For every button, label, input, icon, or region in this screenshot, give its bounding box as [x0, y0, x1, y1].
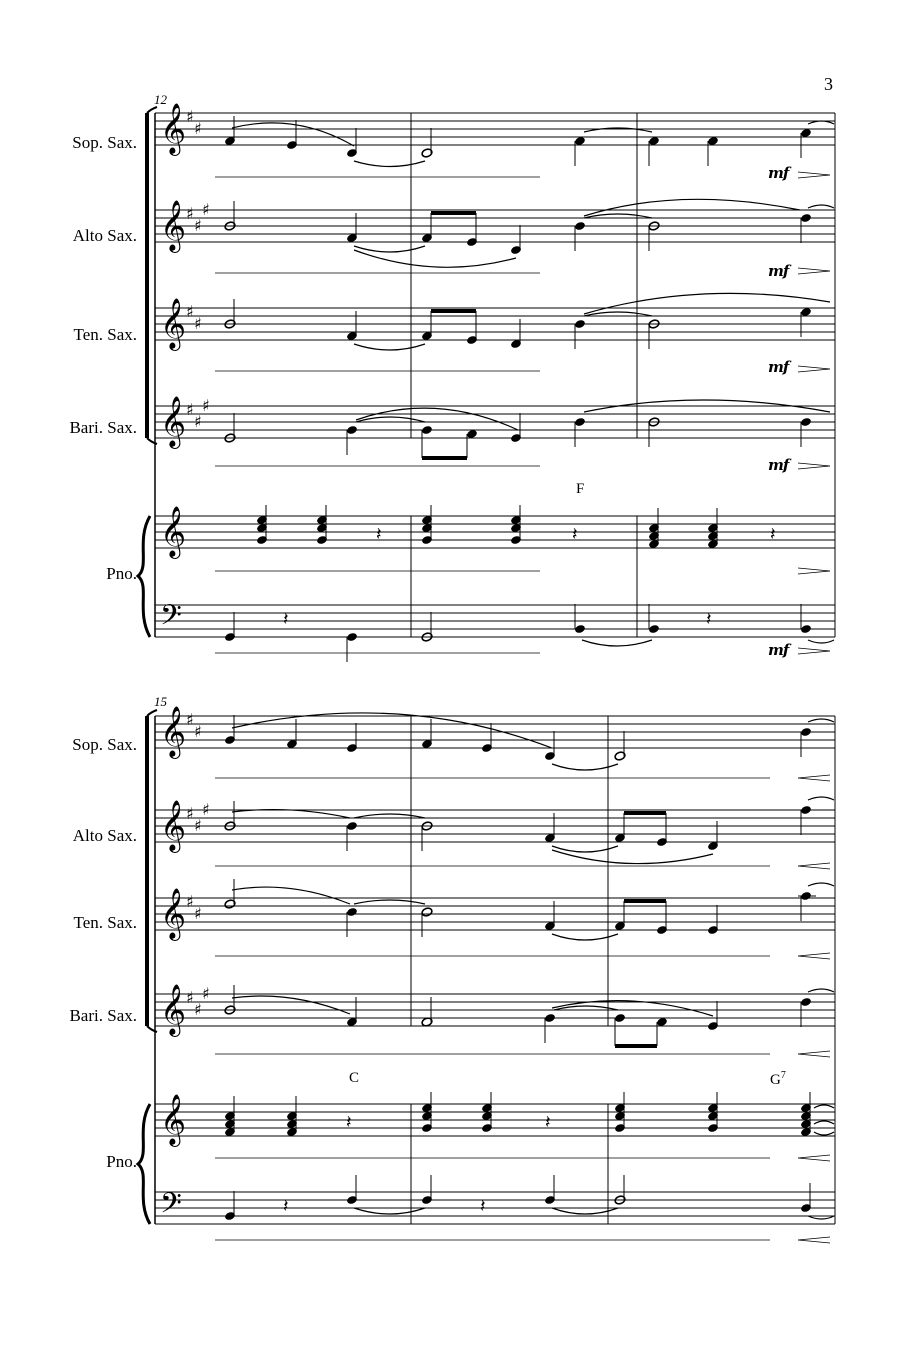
svg-text:♯: ♯ [202, 200, 210, 219]
svg-text:♯: ♯ [194, 816, 202, 835]
chord-symbol: F [576, 481, 585, 497]
measure-number: 12 [154, 92, 167, 107]
svg-text:♯: ♯ [194, 904, 202, 923]
svg-text:𝄞: 𝄞 [160, 888, 187, 939]
svg-text:𝄽: 𝄽 [283, 1196, 289, 1217]
chord-extension: 7 [780, 1070, 786, 1081]
instrument-name-baritone-sax: Bari. Sax. [69, 418, 137, 437]
dynamic-marking: mf [768, 456, 789, 474]
instrument-name-piano: Pno. [106, 564, 137, 583]
svg-text:♯: ♯ [202, 396, 210, 415]
svg-text:♯: ♯ [194, 722, 202, 741]
instrument-name-soprano-sax: Sop. Sax. [72, 133, 137, 152]
svg-text:♯: ♯ [186, 804, 194, 823]
svg-text:𝄢: 𝄢 [160, 1187, 182, 1227]
svg-text:♯: ♯ [186, 302, 194, 321]
svg-text:𝄞: 𝄞 [160, 396, 187, 447]
svg-text:𝄽: 𝄽 [770, 524, 776, 545]
page-number: 3 [824, 74, 833, 94]
svg-text:𝄞: 𝄞 [160, 103, 187, 154]
instrument-name-tenor-sax: Ten. Sax. [73, 325, 137, 344]
system-2 [138, 706, 835, 1243]
svg-text:♯: ♯ [194, 1000, 202, 1019]
svg-text:♯: ♯ [186, 107, 194, 126]
svg-text:♯: ♯ [202, 800, 210, 819]
svg-text:𝄞: 𝄞 [160, 800, 187, 851]
chord-root: G [770, 1072, 781, 1088]
svg-text:𝄞: 𝄞 [160, 706, 187, 757]
instrument-name-piano: Pno. [106, 1152, 137, 1171]
svg-text:♯: ♯ [186, 892, 194, 911]
svg-text:♯: ♯ [194, 314, 202, 333]
chord-symbol: C [349, 1070, 360, 1086]
instrument-name-baritone-sax: Bari. Sax. [69, 1006, 137, 1025]
svg-text:𝄽: 𝄽 [376, 524, 382, 545]
svg-text:♯: ♯ [194, 119, 202, 138]
dynamic-marking: mf [768, 164, 789, 182]
svg-text:𝄞: 𝄞 [160, 984, 187, 1035]
dynamic-marking: mf [768, 358, 789, 376]
svg-text:♯: ♯ [194, 412, 202, 431]
svg-text:♯: ♯ [186, 988, 194, 1007]
svg-text:𝄞: 𝄞 [160, 506, 187, 557]
svg-text:𝄽: 𝄽 [480, 1196, 486, 1217]
svg-text:♯: ♯ [186, 204, 194, 223]
svg-text:𝄞: 𝄞 [160, 298, 187, 349]
svg-text:♯: ♯ [186, 400, 194, 419]
svg-text:♯: ♯ [186, 710, 194, 729]
measure-number: 15 [154, 694, 167, 709]
instrument-name-alto-sax: Alto Sax. [72, 826, 137, 845]
instrument-name-tenor-sax: Ten. Sax. [73, 913, 137, 932]
svg-text:𝄽: 𝄽 [346, 1112, 352, 1133]
dynamic-marking: mf [768, 641, 789, 659]
svg-text:𝄽: 𝄽 [572, 524, 578, 545]
dynamic-marking: mf [768, 262, 789, 280]
svg-text:𝄽: 𝄽 [545, 1112, 551, 1133]
svg-text:♯: ♯ [202, 984, 210, 1003]
svg-text:𝄞: 𝄞 [160, 200, 187, 251]
svg-text:𝄢: 𝄢 [160, 599, 182, 639]
svg-text:𝄽: 𝄽 [706, 609, 712, 630]
svg-text:♯: ♯ [194, 216, 202, 235]
instrument-name-alto-sax: Alto Sax. [72, 226, 137, 245]
svg-text:𝄽: 𝄽 [283, 609, 289, 630]
instrument-name-soprano-sax: Sop. Sax. [72, 735, 137, 754]
svg-text:𝄞: 𝄞 [160, 1094, 187, 1145]
system-1 [138, 103, 835, 662]
